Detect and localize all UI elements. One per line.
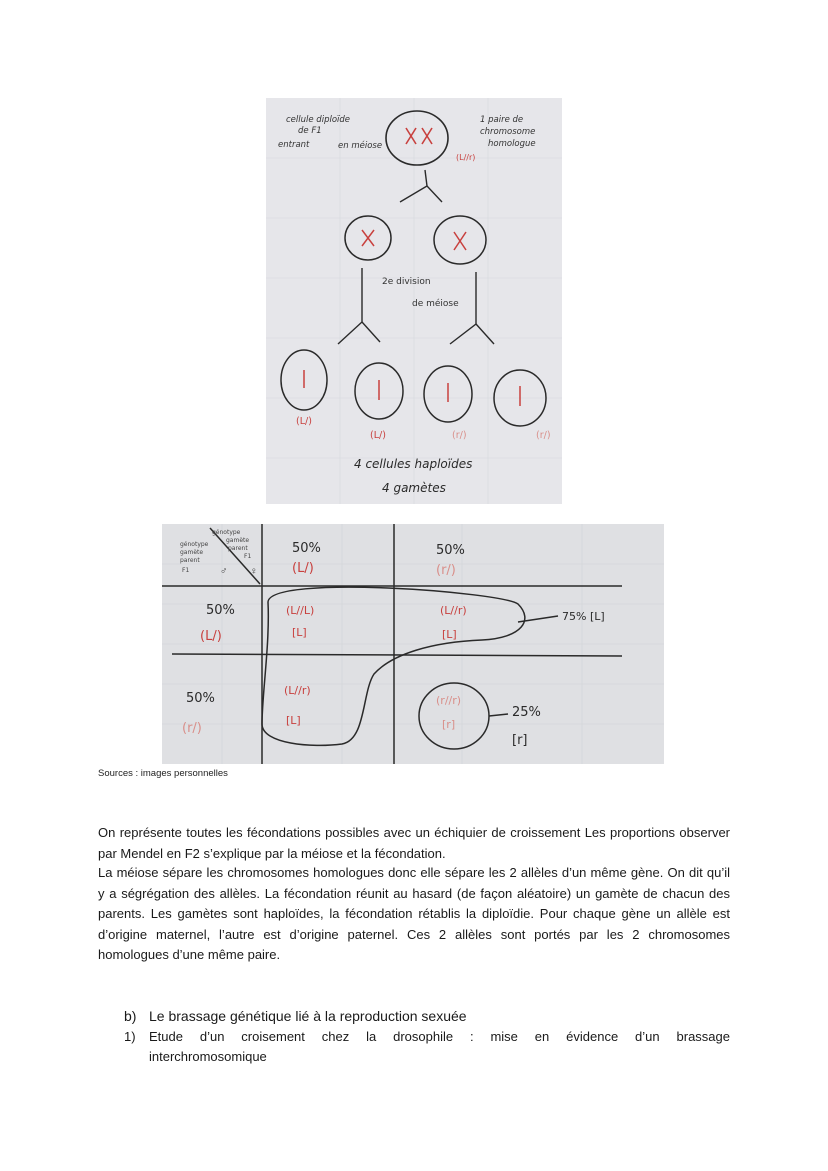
col-header-2-genotype: (r/) <box>436 563 456 578</box>
corner-label-6: gamète <box>180 549 204 556</box>
gamete-genotype-2: (L/) <box>370 430 386 441</box>
paragraph-1: On représente toutes les fécondations possibles avec un échiquier de croissement Les proportions observer par Mendel en F2 s’explique par la méiose et la fécondation. <box>98 825 730 861</box>
list-item-1 <box>124 1027 730 1047</box>
bottom-label-1: 4 cellules haploïdes <box>354 457 473 471</box>
gamete-genotype-4: (r/) <box>536 430 551 441</box>
crossing-grid-photo <box>162 524 664 764</box>
cell-2-1-phenotype: [L] <box>286 714 301 727</box>
label-right-1: 1 paire de <box>480 115 524 125</box>
label-left-3: entrant <box>278 140 310 150</box>
gamete-genotype-3: (r/) <box>452 430 467 441</box>
section-heading <box>124 1006 467 1026</box>
corner-label-1: génotype <box>212 529 241 536</box>
male-symbol: ♂ <box>220 566 228 577</box>
division-label-2: de méiose <box>412 299 459 309</box>
list-item-1-continuation: interchromosomique <box>149 1049 267 1064</box>
cell-1-2-phenotype: [L] <box>442 628 457 641</box>
corner-label-8: F1 <box>182 567 190 574</box>
corner-label-5: génotype <box>180 541 209 548</box>
meiosis-sketch-photo <box>266 98 562 504</box>
section-heading-text: Le brassage génétique lié à la reproduction sexuée <box>149 1008 467 1024</box>
cell-1-1-phenotype: [L] <box>292 626 307 639</box>
image-caption: Sources : images personnelles <box>98 768 228 779</box>
cell-2-1-genotype: (L//r) <box>284 684 311 697</box>
label-right-2: chromosome <box>480 127 536 137</box>
corner-label-2: gamète <box>226 537 250 544</box>
cell-1-2-genotype: (L//r) <box>440 604 467 617</box>
col-header-1-percent: 50% <box>292 541 321 556</box>
corner-label-4: F1 <box>244 553 252 560</box>
corner-label-7: parent <box>180 557 200 564</box>
annotation-75-percent: 75% [L] <box>562 610 605 623</box>
annotation-25-phenotype: [r] <box>512 733 528 748</box>
label-left-2: de F1 <box>298 126 322 136</box>
paragraph-2: La méiose sépare les chromosomes homologues donc elle sépare les 2 allèles d’un même gène. On dit qu’il y a ségrégation des allèles. La fécondation réunit au hasard (de façon aléatoire) un gamète de chacun des parents. Les gamètes sont haploïdes, la fécondation rétablis la diploïdie. Pour chaque gène un allèle est d’origine maternel, l’autre est d’origine paternel. Ces 2 allèles sont portés par les 2 chromosomes homologues d’une même paire. <box>98 865 730 962</box>
cell-2-2-genotype: (r//r) <box>436 694 462 707</box>
col-header-1-genotype: (L/) <box>292 561 314 576</box>
gamete-genotype-1: (L/) <box>296 416 312 427</box>
cell-1-1-genotype: (L//L) <box>286 604 315 617</box>
row-header-2-percent: 50% <box>186 691 215 706</box>
label-right-3: homologue <box>488 139 536 149</box>
col-header-2-percent: 50% <box>436 543 465 558</box>
section-heading-marker: b) <box>124 1008 137 1024</box>
annotation-25-percent: 25% <box>512 705 541 720</box>
row-header-1-genotype: (L/) <box>200 629 222 644</box>
label-left-4: en méiose <box>338 141 383 151</box>
cell-2-2-phenotype: [r] <box>442 718 456 731</box>
bottom-label-2: 4 gamètes <box>382 481 446 495</box>
corner-label-3: parent <box>228 545 248 552</box>
division-label-1: 2e division <box>382 277 431 287</box>
row-header-2-genotype: (r/) <box>182 721 202 736</box>
female-symbol: ♀ <box>250 566 258 577</box>
list-item-1-text: Etude d’un croisement chez la drosophile : mise en évidence d’un brassage <box>149 1029 730 1044</box>
list-item-1-number: 1) <box>124 1029 136 1044</box>
label-left-1: cellule diploïde <box>286 115 351 125</box>
row-header-1-percent: 50% <box>206 603 235 618</box>
genotype-top: (L//r) <box>456 153 476 162</box>
